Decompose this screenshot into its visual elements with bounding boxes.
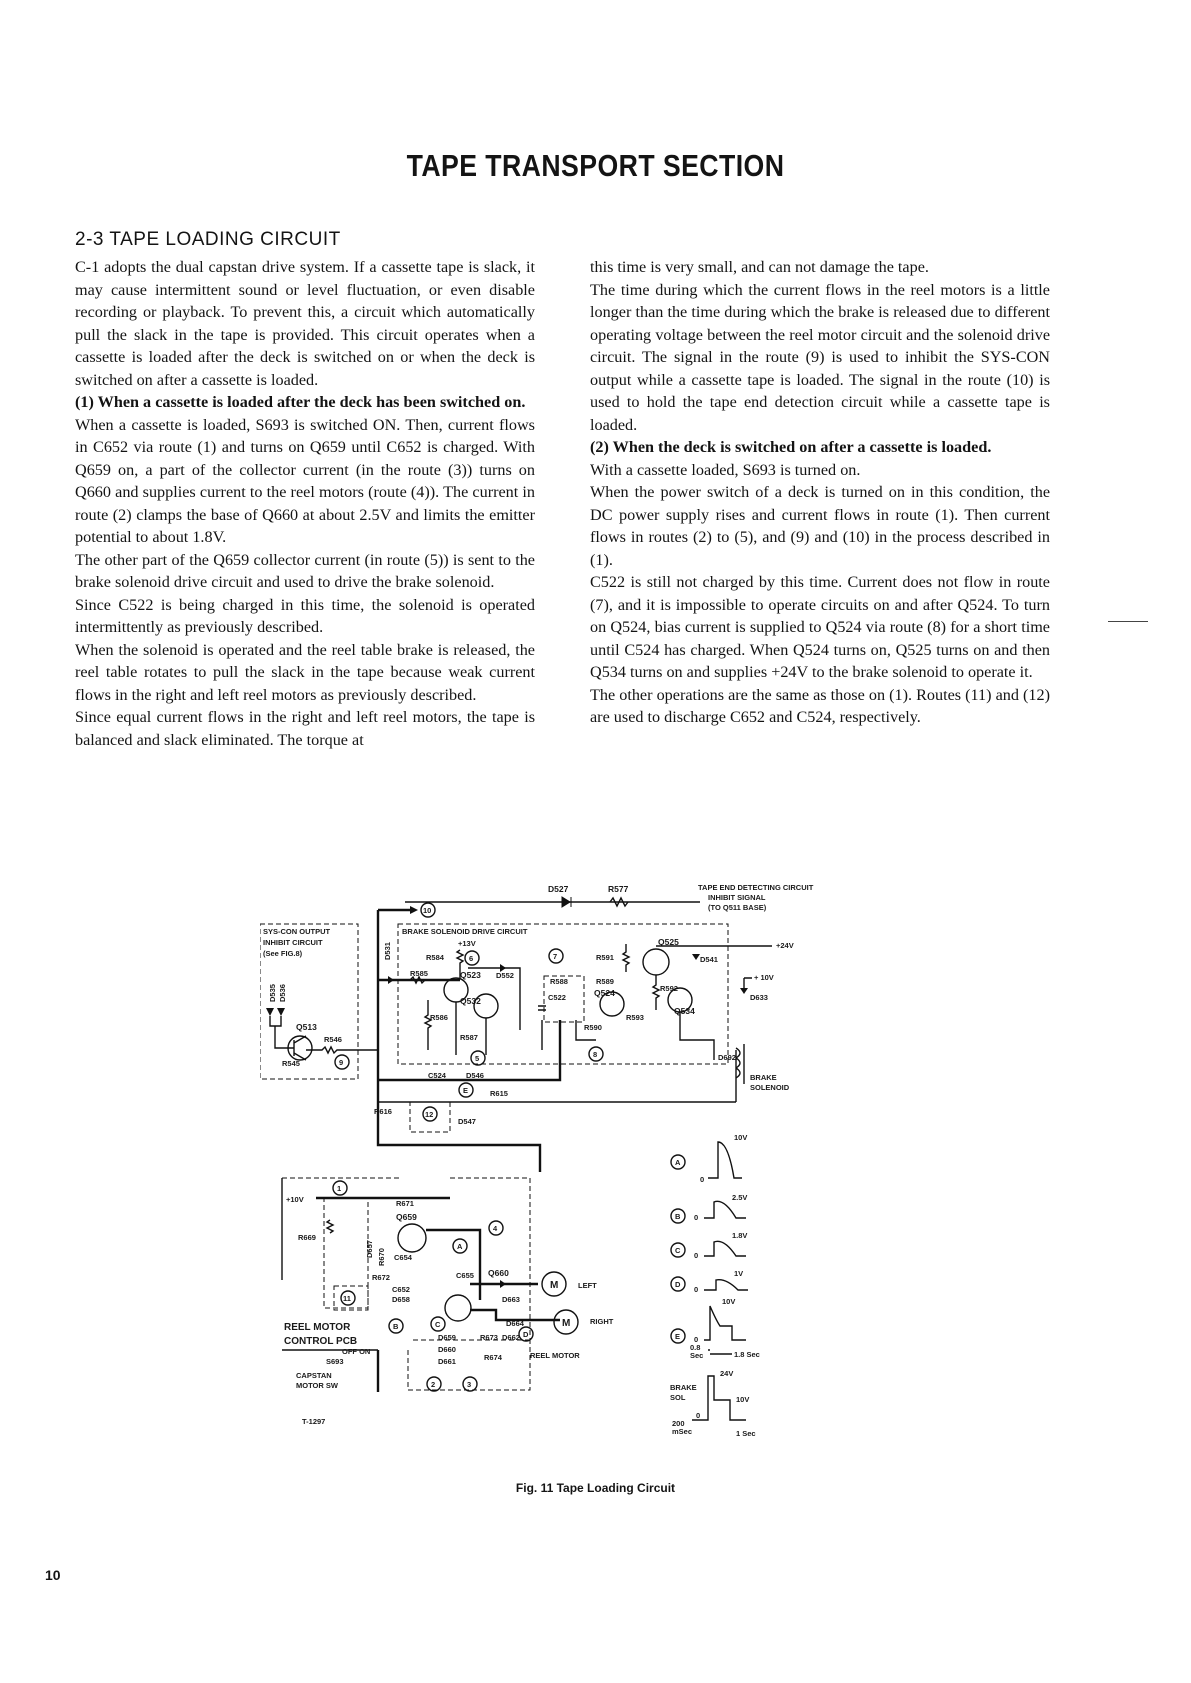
route-12-label: 12 (425, 1110, 434, 1119)
label-d535: D535 (268, 984, 277, 1002)
label-sys-con-1: SYS-CON OUTPUT (263, 927, 331, 936)
paragraph: When the power switch of a deck is turned on in this condition, the DC power supply rises and current flows in route (1). Then current flows in routes (2) to (5), and (9) and (10) in the process described in (1). (590, 483, 1050, 569)
waveform-c-trace (704, 1241, 746, 1256)
route-4-label: 4 (493, 1224, 498, 1233)
label-q525: Q525 (658, 937, 679, 947)
diode-d541-symbol (692, 954, 700, 960)
margin-mark (1108, 621, 1148, 622)
label-c652: C652 (392, 1285, 410, 1294)
waveform-a-trace (708, 1142, 742, 1178)
waveform-c-letter: C (675, 1246, 681, 1255)
transistor-q659-symbol (398, 1224, 426, 1252)
waveform-sol-2: SOL (670, 1393, 686, 1402)
label-r590: R590 (584, 1023, 602, 1032)
paragraph: The other operations are the same as those on (1). Routes (11) and (12) are used to discharge C652 and C524, respectively. (590, 685, 1050, 726)
route-2-label: 2 (431, 1380, 436, 1389)
waveform-d-trace (704, 1280, 748, 1290)
route-6-label: 6 (469, 954, 474, 963)
label-r591: R591 (596, 953, 614, 962)
brake-solenoid-coil (736, 1044, 744, 1102)
waveform-a-level: 10V (734, 1133, 748, 1142)
route-wire (426, 1230, 480, 1300)
point-c-label: C (435, 1320, 441, 1329)
label-r585: R585 (410, 969, 428, 978)
label-d658: D658 (392, 1295, 410, 1304)
label-r577: R577 (608, 884, 629, 894)
waveform-b-level: 2.5V (732, 1193, 748, 1202)
waveform-d-level: 1V (734, 1269, 744, 1278)
label-sys-con-2: INHIBIT CIRCUIT (263, 938, 323, 947)
label-c524: C524 (428, 1071, 446, 1080)
waveform-sol-t2: 1 Sec (736, 1429, 756, 1438)
paragraph: C522 is still not charged by this time. Current does not flow in route (7), and it is impossible to operate circuits on and after Q524. To turn on Q524, bias current is supplied to Q524 via route (8) for a short time until C524 has charged. When Q524 turns on, Q525 turns on and then Q534 turns on and supplies +24V to the brake solenoid to operate it. (590, 573, 1050, 681)
label-r670: R670 (377, 1248, 386, 1266)
paragraph: C-1 adopts the dual capstan drive system. If a cassette tape is slack, it may cause intermittent sound or level fluctuation, or even disable recording or playback. To prevent this, a circuit which automatically pull the slack in the tape is provided. This circuit operates when a cassette is loaded after the deck is switched on or when the deck is switched on after a cassette is loaded. (75, 258, 535, 389)
waveform-sol-t1a: 200 (672, 1419, 685, 1428)
label-q523: Q523 (460, 970, 481, 980)
label-r671: R671 (396, 1199, 414, 1208)
label-q659: Q659 (396, 1212, 417, 1222)
label-capstan-1: CAPSTAN (296, 1371, 332, 1380)
transistor-q660-symbol (445, 1295, 471, 1321)
circuit-figure (260, 880, 900, 1450)
label-d527: D527 (548, 884, 569, 894)
label-sys-con-3: (See FIG.8) (263, 949, 303, 958)
label-r674: R674 (484, 1353, 502, 1362)
resistor-r591-symbol (623, 944, 629, 972)
waveform-c-level: 1.8V (732, 1231, 748, 1240)
left-motor-m: M (550, 1280, 559, 1291)
label-r593: R593 (626, 1013, 644, 1022)
label-13v: +13V (458, 939, 476, 948)
route-11-marker-area (334, 1286, 368, 1310)
label-r592: R592 (660, 984, 678, 993)
label-d531: D531 (383, 942, 392, 960)
route-3-label: 3 (467, 1380, 472, 1389)
left-column (75, 228, 535, 751)
figure-caption: Fig. 11 Tape Loading Circuit (515, 1481, 676, 1495)
label-left: LEFT (578, 1281, 597, 1290)
paragraph: The other part of the Q659 collector current (in route (5)) is sent to the brake solenoid drive circuit and used to drive the brake solenoid. (75, 550, 535, 591)
diode-symbols (266, 1008, 285, 1016)
label-s693: S693 (326, 1357, 344, 1366)
label-q513: Q513 (296, 1022, 317, 1032)
label-r615: R615 (490, 1089, 508, 1098)
transistor-q525-symbol (643, 949, 669, 975)
label-tape-end-1: TAPE END DETECTING CIRCUIT (698, 883, 814, 892)
waveform-e-t2: 1.8 Sec (734, 1350, 760, 1359)
point-a-label: A (457, 1242, 463, 1251)
label-c522: C522 (548, 993, 566, 1002)
label-r669: R669 (298, 1233, 316, 1242)
waveform-d-zero: 0 (694, 1285, 699, 1294)
paragraph: With a cassette loaded, S693 is turned on. (590, 460, 861, 479)
right-motor-m: M (562, 1318, 571, 1329)
waveform-a-letter: A (675, 1158, 681, 1167)
waveform-d-letter: D (675, 1280, 681, 1289)
waveform-sol-top: 24V (720, 1369, 734, 1378)
paragraph: this time is very small, and can not damage the tape. (590, 258, 929, 276)
point-d-label: D (523, 1330, 529, 1339)
label-r587: R587 (460, 1033, 478, 1042)
label-d664: D664 (506, 1319, 524, 1328)
waveform-sol-level: 10V (736, 1395, 750, 1404)
waveform-b-letter: B (675, 1212, 681, 1221)
label-d541: D541 (700, 955, 718, 964)
route-11-label: 11 (343, 1294, 351, 1303)
waveform-sol-zero: 0 (696, 1411, 701, 1420)
label-reel-motor: REEL MOTOR (530, 1351, 580, 1360)
label-r545: R545 (282, 1059, 300, 1068)
label-r672: R672 (372, 1273, 390, 1282)
diode-d527-symbol (562, 897, 571, 907)
waveform-b-trace (704, 1201, 746, 1218)
label-r584: R584 (426, 953, 444, 962)
label-d546: D546 (466, 1071, 484, 1080)
capacitor-c522-symbol (538, 1006, 546, 1050)
label-r586: R586 (430, 1013, 448, 1022)
point-b-label: B (393, 1322, 399, 1331)
label-q532: Q532 (460, 996, 481, 1006)
label-d633: D633 (750, 993, 768, 1002)
label-r616: R616 (374, 1107, 392, 1116)
label-tape-end-2: INHIBIT SIGNAL (708, 893, 766, 902)
label-c655: C655 (456, 1271, 474, 1280)
label-q660: Q660 (488, 1268, 509, 1278)
label-brake-sol-2: SOLENOID (750, 1083, 790, 1092)
label-d692: D692 (718, 1053, 736, 1062)
label-r589: R589 (596, 977, 614, 986)
waveform-e-trace (704, 1306, 746, 1340)
paragraph: Since C522 is being charged in this time, the solenoid is operated intermittently as previously described. (75, 595, 535, 636)
resistor-r586-symbol (425, 1000, 431, 1050)
route-1-label: 1 (337, 1184, 342, 1193)
diode-d633-symbol (740, 988, 748, 994)
label-d662: D662 (502, 1333, 520, 1342)
waveform-e-t1b: Sec (690, 1351, 704, 1360)
waveform-e-time-markers (708, 1350, 732, 1354)
page-number: 10 (45, 1567, 61, 1583)
waveform-e-letter: E (675, 1332, 681, 1341)
label-tape-end-3: (TO Q511 BASE) (708, 903, 767, 912)
resistor-r592-symbol (653, 975, 659, 1010)
label-r673: R673 (480, 1333, 498, 1342)
subheading: (1) When a cassette is loaded after the deck has been switched on. (75, 393, 526, 411)
waveform-a-zero: 0 (700, 1175, 705, 1184)
label-c654: C654 (394, 1253, 412, 1262)
label-d657: D657 (365, 1240, 374, 1258)
label-reel-pcb-2: CONTROL PCB (284, 1336, 358, 1347)
route-5-label: 5 (475, 1054, 480, 1063)
waveform-c-zero: 0 (694, 1251, 699, 1260)
tape-loading-circuit-diagram (260, 880, 900, 1450)
paragraph: When a cassette is loaded, S693 is switched ON. Then, current flows in C652 via route (1) and turns on Q659 until C652 is charged. With Q659 on, a part of the collector current (in the route (3)) turns on Q660 and supplies current to the reel motors (route (4)). The current in route (2) clamps the base of Q660 at about 2.5V and limits the emitter potential to about 1.8V. (75, 415, 535, 546)
waveform-e (671, 1297, 760, 1360)
diode-d531-symbol (388, 976, 394, 984)
wire (270, 1016, 281, 1032)
label-r588: R588 (550, 977, 568, 986)
label-d663: D663 (502, 1295, 520, 1304)
label-10v-a: + 10V (754, 973, 774, 982)
resistor-r546-symbol (306, 1047, 378, 1053)
label-brake-sol-1: BRAKE (750, 1073, 777, 1082)
label-capstan-2: MOTOR SW (296, 1381, 338, 1390)
label-d660: D660 (438, 1345, 456, 1354)
waveform-e-t1a: 0.8 (690, 1343, 701, 1352)
page-title: TAPE TRANSPORT SECTION (406, 148, 785, 183)
right-column (590, 256, 1050, 729)
label-drawing-number: T-1297 (302, 1417, 326, 1426)
paragraph: Since equal current flows in the right and left reel motors, the tape is balanced and slack eliminated. The torque at (75, 708, 535, 749)
waveform-e-level: 10V (722, 1297, 736, 1306)
label-brake-drive: BRAKE SOLENOID DRIVE CIRCUIT (402, 927, 528, 936)
label-d659: D659 (438, 1333, 456, 1342)
label-r546: R546 (324, 1035, 342, 1044)
wire (456, 1002, 486, 1055)
paragraph: When the solenoid is operated and the reel table brake is released, the reel table rotates to pull the slack in the tape because weak current flows in the right and left reel motors as previously described. (75, 640, 535, 704)
label-off-on: OFF ON (342, 1347, 371, 1356)
transistor-q532-symbol (474, 994, 498, 1018)
route-arrow (410, 906, 418, 914)
waveform-a (671, 1133, 747, 1184)
route-8-label: 8 (593, 1050, 598, 1059)
wire (744, 978, 752, 988)
label-24v: +24V (776, 941, 794, 950)
label-right: RIGHT (590, 1317, 614, 1326)
route-7-label: 7 (553, 952, 558, 961)
label-d536: D536 (278, 984, 287, 1002)
waveform-sol-1: BRAKE (670, 1383, 697, 1392)
resistor-r669-symbol (327, 1220, 333, 1233)
label-d552: D552 (496, 971, 514, 980)
label-d547: D547 (458, 1117, 476, 1126)
label-reel-pcb-1: REEL MOTOR (284, 1322, 351, 1333)
point-e-label: E (463, 1086, 469, 1095)
label-q534: Q534 (674, 1006, 695, 1016)
waveform-d (671, 1269, 748, 1294)
label-q524: Q524 (594, 988, 615, 998)
waveform-c (671, 1231, 747, 1260)
waveform-b-zero: 0 (694, 1213, 699, 1222)
section-heading: 2-3 TAPE LOADING CIRCUIT (75, 229, 341, 250)
subheading: (2) When the deck is switched on after a cassette is loaded. (590, 438, 992, 456)
paragraph: The time during which the current flows in the reel motors is a little longer than the time during which the brake is released due to different operating voltage between the reel motor circuit and the solenoid drive circuit. The signal in the route (9) is used to inhibit the SYS-CON output while a cassette tape is loaded. The signal in the route (10) is used to hold the tape end detection circuit while a cassette tape is loaded. (590, 280, 1050, 434)
route-10-label: 10 (423, 906, 432, 915)
waveform-sol-t1b: mSec (672, 1427, 693, 1436)
waveform-e-zero: 0 (694, 1335, 699, 1344)
waveform-brake-sol (670, 1369, 756, 1438)
label-10v-b: +10V (286, 1195, 304, 1204)
waveform-b (671, 1193, 747, 1223)
label-d661: D661 (438, 1357, 456, 1366)
route-9-label: 9 (339, 1058, 344, 1067)
